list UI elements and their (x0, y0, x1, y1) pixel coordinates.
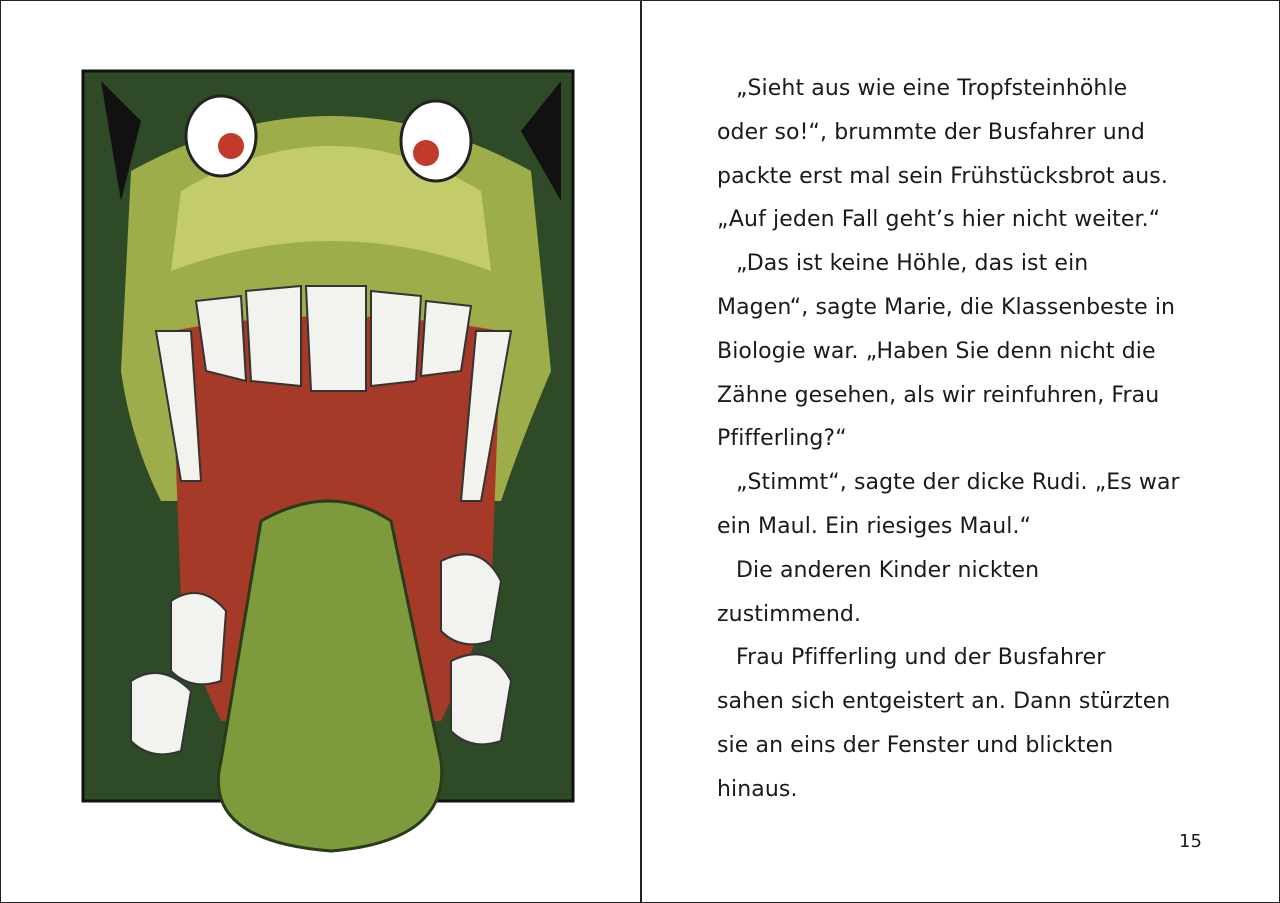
text-line: packte erst mal sein Frühstücksbrot aus. (717, 163, 1168, 189)
page-number: 15 (1179, 831, 1202, 852)
text-line: zustimmend. (717, 601, 862, 627)
text-line: „Das ist keine Höhle, das ist ein (736, 251, 1089, 277)
text-line: „Sieht aus wie eine Tropfsteinhöhle (736, 76, 1128, 101)
page-divider (640, 1, 642, 903)
text-line: Biologie war. „Haben Sie denn nicht die (717, 338, 1156, 364)
text-line: „Auf jeden Fall geht’s hier nicht weiter.“ (717, 207, 1161, 233)
text-line: sie an eins der Fenster und blickten (717, 733, 1114, 758)
text-line: oder so!“, brummte der Busfahrer und (717, 119, 1145, 145)
text-line: ein Maul. Ein riesiges Maul.“ (717, 514, 1032, 539)
text-line: hinaus. (717, 776, 798, 802)
text-line: Zähne gesehen, als wir reinfuhren, Frau (717, 382, 1160, 408)
text-line: Pfifferling?“ (717, 426, 847, 452)
text-line: Frau Pfifferling und der Busfahrer (736, 645, 1106, 671)
left-eye (186, 96, 256, 176)
right-eye (401, 101, 471, 181)
text-line: sahen sich entgeistert an. Dann stürzten (717, 689, 1171, 715)
text-line: Magen“, sagte Marie, die Klassenbeste in (717, 295, 1176, 320)
dinosaur-mouth-illustration (61, 41, 601, 881)
text-line: „Stimmt“, sagte der dicke Rudi. „Es war (736, 470, 1180, 496)
text-line: Die anderen Kinder nickten (736, 557, 1040, 583)
